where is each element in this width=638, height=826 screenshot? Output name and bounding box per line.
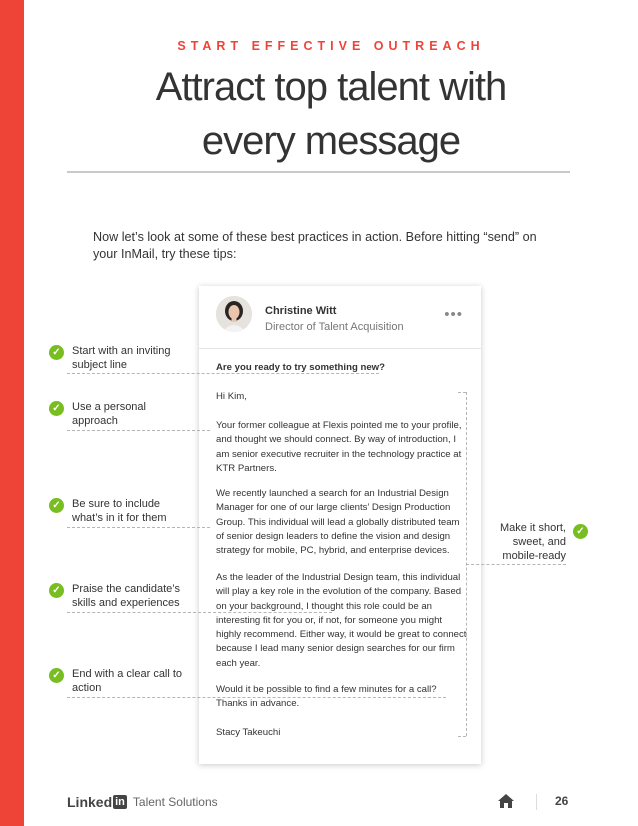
connector-line [67, 430, 210, 431]
connector-line [466, 564, 566, 565]
message-paragraph-3: As the leader of the Industrial Design team, this individual will play a key role in the evolution of the company. Based on your background, I thought this role could be an interesting fit for you or, if not, for someone you might highly recommend. Either way, it would be great to connect because I lead many senior design searches for our firm each year. [216, 572, 467, 669]
person-avatar-icon [216, 296, 252, 332]
connector-line [67, 373, 379, 374]
page-title-line-1: Attract top talent with [155, 65, 507, 109]
brand-in: in [115, 796, 125, 808]
title-divider [67, 171, 570, 173]
tip-label: Start with an inviting subject line [72, 345, 171, 371]
tip-subject-line [49, 344, 192, 372]
check-icon: ✓ [49, 345, 64, 360]
section-eyebrow: START EFFECTIVE OUTREACH [177, 39, 485, 53]
check-icon: ✓ [573, 524, 588, 539]
check-icon: ✓ [49, 498, 64, 513]
avatar [216, 296, 252, 332]
message-greeting: Hi Kim, [216, 391, 247, 402]
message-paragraph-2: We recently launched a search for an Industrial Design Manager for one of our large clients’ Design Production Group. This individual will lead a globally distributed team of senior design leaders to define the vision and design strategy for mobile, PC, hybrid, and enterprise devices. [216, 488, 460, 557]
bracket-top [458, 392, 466, 393]
home-icon[interactable] [497, 793, 515, 814]
message-paragraph-1: Your former colleague at Flexis pointed me to your profile, and thought we should connect. By way of introduction, I am senior executive recruiter in the technology practice at KTR Partners. [216, 420, 462, 474]
message-paragraph-4: Would it be possible to find a few minutes for a call? Thanks in advance. [216, 684, 437, 710]
page-title [24, 60, 638, 168]
tip-label: Be sure to include what’s in it for them [72, 498, 167, 524]
check-icon: ✓ [49, 583, 64, 598]
connector-line [67, 697, 446, 698]
connector-line [67, 527, 210, 528]
page-number: 26 [555, 794, 569, 808]
inmail-card [199, 286, 481, 764]
page-title-line-2: every message [201, 119, 461, 163]
tip-personal-approach [49, 400, 192, 428]
tip-whats-in-it [49, 497, 192, 525]
intro-paragraph: Now let’s look at some of these best practices in action. Before hitting “send” on your InMail, try these tips: [93, 230, 537, 261]
message-signature: Stacy Takeuchi [216, 727, 281, 738]
message-subject: Are you ready to try something new? [216, 362, 385, 373]
tip-label: End with a clear call to action [72, 668, 183, 694]
check-icon: ✓ [49, 668, 64, 683]
brand-linked: Linked [67, 794, 113, 810]
brand-product: Talent Solutions [132, 795, 218, 809]
tip-mobile-ready: Make it short, sweet, and mobile-ready [499, 522, 566, 562]
sender-name: Christine Witt [265, 305, 337, 317]
connector-line [67, 612, 332, 613]
tip-praise-skills [49, 582, 192, 610]
tip-label: Praise the candidate’s skills and experiences [72, 583, 181, 609]
footer-divider [536, 794, 537, 810]
tip-call-to-action [49, 667, 192, 695]
tip-label: Use a personal approach [72, 401, 146, 427]
check-icon: ✓ [49, 401, 64, 416]
card-header-divider [199, 348, 481, 349]
linkedin-talent-solutions-logo [67, 794, 218, 810]
sender-title: Director of Talent Acquisition [265, 321, 404, 333]
red-side-bar [0, 0, 24, 826]
more-options-icon[interactable]: ••• [444, 306, 463, 323]
bracket-bottom [458, 736, 466, 737]
